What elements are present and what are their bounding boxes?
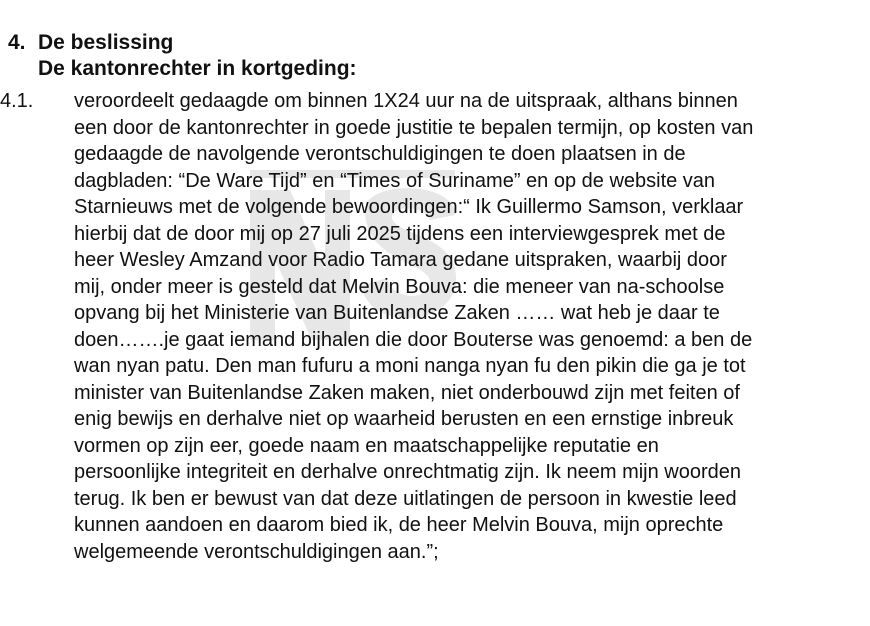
paragraph-line: doen…….je gaat iemand bijhalen die door Bouterse was genoemd: a ben de [74,328,753,351]
paragraph-line: Starnieuws met de volgende bewoordingen:“ Ik Guillermo Samson, verklaar [74,196,744,218]
paragraph-number: 4.1. [0,90,34,112]
paragraph-line: gedaagde de navolgende verontschuldigingen te doen plaatsen in de [74,143,686,165]
paragraph-line: een door de kantonrechter in goede justitie te bepalen termijn, op kosten van [74,116,754,139]
paragraph-line: mij, onder meer is gesteld dat Melvin Bouva: die meneer van na-schoolse [74,275,725,298]
paragraph-line: heer Wesley Amzand voor Radio Tamara gedane uitspraken, waarbij door [74,249,727,271]
paragraph-line: persoonlijke integriteit en derhalve onrechtmatig zijn. Ik neem mijn woorden [74,461,742,483]
paragraph-line: terug. Ik ben er bewust van dat deze uitlatingen de persoon in kwestie leed [74,487,737,510]
paragraph-body [74,88,870,565]
paragraph-line: minister van Buitenlandse Zaken maken, niet onderbouwd zijn met feiten of [74,381,740,404]
section-heading [8,30,173,56]
paragraph-line: veroordeelt gedaagde om binnen 1X24 uur na de uitspraak, althans binnen [74,90,738,112]
paragraph-line: kunnen aandoen en daarom bied ik, de heer Melvin Bouva, mijn oprechte [74,514,724,536]
paragraph-line: hierbij dat de door mij op 27 juli 2025 tijdens een interviewgesprek met de [74,222,726,245]
paragraph-line: vormen op zijn eer, goede naam en maatschappelijke reputatie en [74,434,659,457]
paragraph-line: welgemeende verontschuldigingen aan.”; [74,540,439,563]
paragraph-line: opvang bij het Ministerie van Buitenlandse Zaken …… wat heb je daar te [74,302,720,324]
section-title: De beslissing [38,31,174,54]
section-number: 4. [8,31,26,54]
paragraph-line: wan nyan patu. Den man fufuru a moni nanga nyan fu den pikin die ga je tot [74,355,746,377]
paragraph-line: enig bewijs en derhalve niet op waarheid berusten en een ernstige inbreuk [74,408,734,430]
paragraph-line: dagbladen: “De Ware Tijd” en “Times of Suriname” en op de website van [74,169,716,192]
section-subtitle: De kantonrechter in kortgeding: [38,57,357,80]
